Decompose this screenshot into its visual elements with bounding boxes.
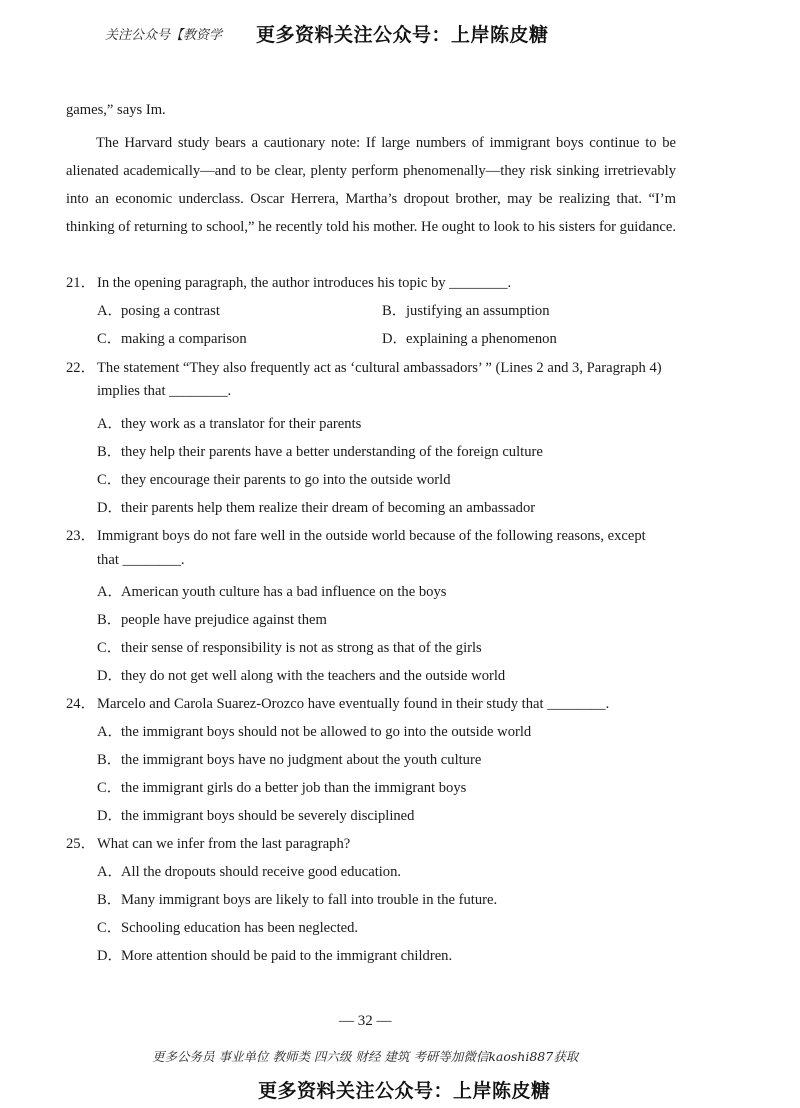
- option-text: they do not get well along with the teachers and the outside world: [121, 668, 506, 684]
- option-text: More attention should be paid to the immigrant children.: [121, 948, 453, 964]
- passage-paragraph: [66, 129, 676, 241]
- option-24-a[interactable]: [97, 720, 531, 741]
- footer-ad-line: 更多公务员 事业单位 教师类 四六级 财经 建筑 考研等加微信kaoshi887获取: [152, 1049, 579, 1064]
- option-text: the immigrant girls do a better job than the immigrant boys: [121, 780, 467, 796]
- option-text: people have prejudice against them: [121, 612, 327, 628]
- option-letter: A．: [97, 724, 123, 740]
- page-number: — 32 —: [339, 1013, 392, 1029]
- option-letter: C．: [97, 472, 122, 488]
- option-text: the immigrant boys have no judgment about the youth culture: [121, 752, 482, 768]
- option-21-a[interactable]: [97, 299, 220, 320]
- question-number: 21．: [66, 275, 96, 291]
- option-25-c[interactable]: [97, 916, 358, 937]
- option-text: they work as a translator for their parents: [121, 416, 362, 432]
- option-text: All the dropouts should receive good education.: [121, 864, 402, 880]
- question-stem: What can we infer from the last paragraph?: [97, 836, 351, 852]
- option-text: American youth culture has a bad influence on the boys: [121, 584, 447, 600]
- header-account-note: 关注公众号【教资学: [105, 28, 223, 43]
- option-text: they encourage their parents to go into the outside world: [121, 472, 451, 488]
- option-letter: D．: [97, 808, 123, 824]
- question-number: 25．: [66, 836, 96, 852]
- option-22-d[interactable]: [97, 496, 535, 517]
- option-letter: B．: [97, 444, 122, 460]
- question-23-continued: that ________.: [97, 552, 185, 568]
- header-promo-title: 更多资料关注公众号：上岸陈皮糖: [256, 24, 549, 46]
- option-text: explaining a phenomenon: [406, 331, 557, 347]
- option-letter: B．: [97, 892, 122, 908]
- option-25-b[interactable]: [97, 888, 497, 909]
- option-21-d[interactable]: [382, 327, 557, 348]
- option-text: making a comparison: [121, 331, 247, 347]
- question-21: [66, 271, 511, 292]
- question-22-continued: implies that ________.: [97, 383, 232, 399]
- option-24-d[interactable]: [97, 804, 414, 825]
- footer-promo-title: 更多资料关注公众号：上岸陈皮糖: [258, 1080, 551, 1102]
- option-text: posing a contrast: [121, 303, 220, 319]
- option-letter: A．: [97, 303, 123, 319]
- option-23-b[interactable]: [97, 608, 327, 629]
- question-stem: The statement “They also frequently act as ‘cultural ambassadors’ ” (Lines 2 and 3, Paragraph 4): [97, 360, 662, 376]
- option-21-c[interactable]: [97, 327, 247, 348]
- question-number: 24．: [66, 696, 96, 712]
- option-24-b[interactable]: [97, 748, 481, 769]
- option-22-b[interactable]: [97, 440, 543, 461]
- passage-line-continued: games,” says Im.: [66, 102, 166, 118]
- option-letter: D．: [382, 331, 408, 347]
- option-letter: D．: [97, 500, 123, 516]
- option-letter: A．: [97, 864, 123, 880]
- option-letter: B．: [382, 303, 407, 319]
- question-number: 23．: [66, 528, 96, 544]
- option-text: the immigrant boys should be severely disciplined: [121, 808, 415, 824]
- option-text: justifying an assumption: [406, 303, 550, 319]
- option-letter: C．: [97, 640, 122, 656]
- option-23-d[interactable]: [97, 664, 505, 685]
- option-text: their parents help them realize their dream of becoming an ambassador: [121, 500, 536, 516]
- question-25: [66, 832, 350, 853]
- question-stem: Marcelo and Carola Suarez-Orozco have eventually found in their study that ________.: [97, 696, 610, 712]
- question-24: [66, 692, 609, 713]
- passage-paragraph-text: The Harvard study bears a cautionary note: If large numbers of immigrant boys continue to be alienated academically—and to be clear, plenty perform phenomenally—they risk sinking irretrievably into an economic underclass. Oscar Herrera, Martha’s dropout brother, may be realizing that. “I’m thinking of returning to school,” he recently told his mother. He ought to look to his sisters for guidance.: [66, 135, 676, 235]
- option-letter: C．: [97, 331, 122, 347]
- option-letter: C．: [97, 780, 122, 796]
- option-letter: B．: [97, 612, 122, 628]
- option-text: the immigrant boys should not be allowed to go into the outside world: [121, 724, 532, 740]
- option-text: their sense of responsibility is not as strong as that of the girls: [121, 640, 482, 656]
- option-letter: D．: [97, 668, 123, 684]
- question-stem: In the opening paragraph, the author introduces his topic by ________.: [97, 275, 512, 291]
- option-21-b[interactable]: [382, 299, 550, 320]
- option-25-d[interactable]: [97, 944, 452, 965]
- question-23: [66, 524, 646, 545]
- question-22: [66, 356, 662, 377]
- option-letter: D．: [97, 948, 123, 964]
- option-text: Schooling education has been neglected.: [121, 920, 359, 936]
- option-letter: A．: [97, 416, 123, 432]
- option-text: Many immigrant boys are likely to fall into trouble in the future.: [121, 892, 498, 908]
- option-23-c[interactable]: [97, 636, 482, 657]
- option-letter: B．: [97, 752, 122, 768]
- question-number: 22．: [66, 360, 96, 376]
- option-22-a[interactable]: [97, 412, 361, 433]
- option-22-c[interactable]: [97, 468, 451, 489]
- option-23-a[interactable]: [97, 580, 446, 601]
- question-stem: Immigrant boys do not fare well in the outside world because of the following reasons, except: [97, 528, 646, 544]
- option-text: they help their parents have a better understanding of the foreign culture: [121, 444, 543, 460]
- option-letter: C．: [97, 920, 122, 936]
- option-24-c[interactable]: [97, 776, 466, 797]
- option-letter: A．: [97, 584, 123, 600]
- option-25-a[interactable]: [97, 860, 401, 881]
